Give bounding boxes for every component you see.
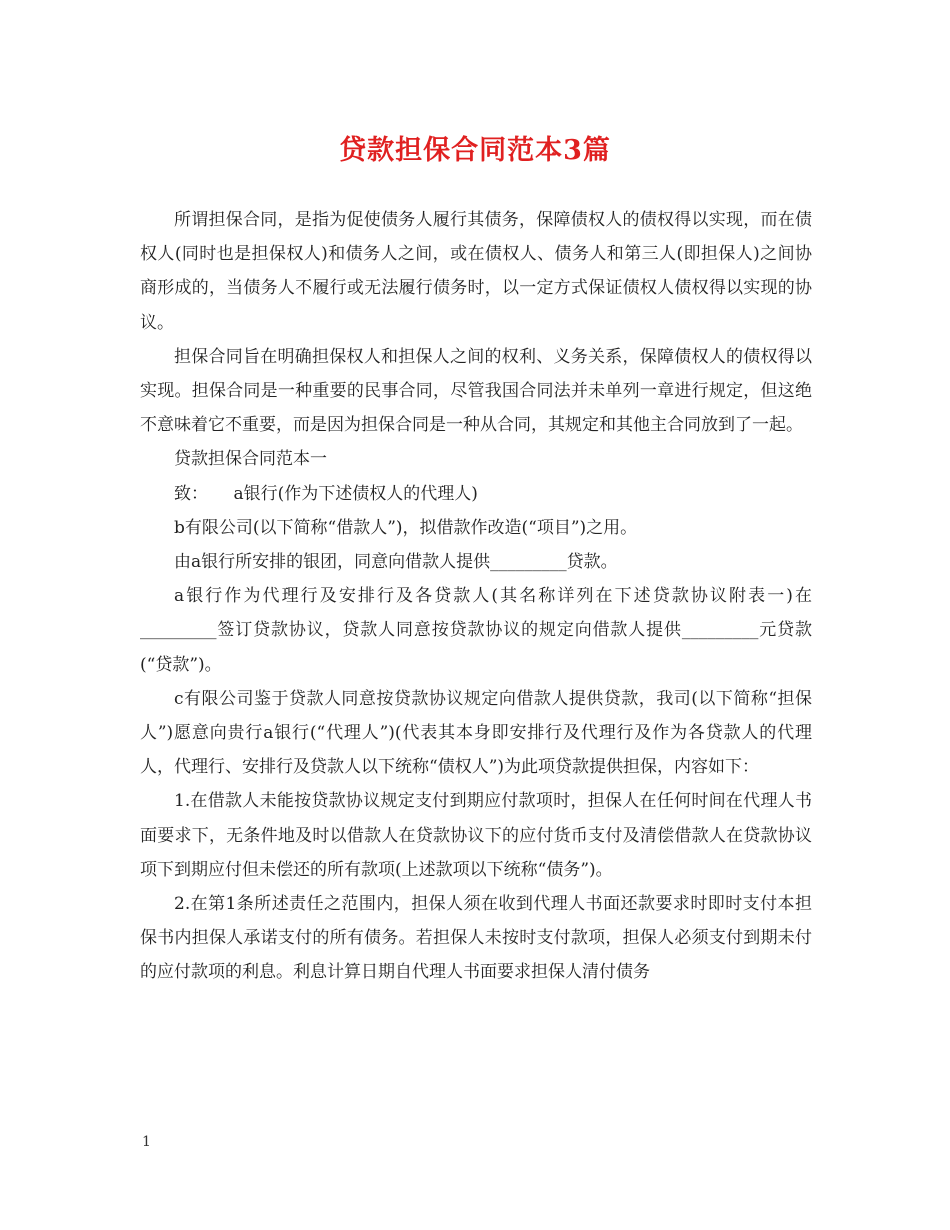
document-title: 贷款担保合同范本3篇 bbox=[339, 135, 611, 166]
paragraph: a银行作为代理行及安排行及各贷款人(其名称详列在下述贷款协议附表一)在_________签订贷款协议，贷款人同意按贷款协议的规定向借款人提供_________元贷款(“贷款”)。 bbox=[140, 586, 812, 675]
paragraph: 由a银行所安排的银团，同意向借款人提供_________贷款。 bbox=[174, 552, 618, 573]
clause-1: 1.在借款人未能按贷款协议规定支付到期应付款项时，担保人在任何时间在代理人书面要求下，无条件地及时以借款人在贷款协议下的应付货币支付及清偿借款人在贷款协议项下到期应付但未偿还的所有款项(上述款项以下统称“债务”)。 bbox=[140, 791, 812, 880]
clause-2: 2.在第1条所述责任之范围内，担保人须在收到代理人书面还款要求时即时支付本担保书内担保人承诺支付的所有债务。若担保人未按时支付款项，担保人必须支付到期未付的应付款项的利息。利息计算日期自代理人书面要求担保人清付债务 bbox=[140, 894, 812, 983]
paragraph: 担保合同旨在明确担保权人和担保人之间的权利、义务关系，保障债权人的债权得以实现。担保合同是一种重要的民事合同，尽管我国合同法并未单列一章进行规定，但这绝不意味着它不重要，而是因为担保合同是一种从合同，其规定和其他主合同放到了一起。 bbox=[140, 346, 812, 436]
paragraph: b有限公司(以下简称“借款人”)，拟借款作改造(“项目”)之用。 bbox=[174, 517, 638, 538]
page-number: 1 bbox=[142, 1134, 151, 1150]
paragraph: 所谓担保合同，是指为促使债务人履行其债务，保障债权人的债权得以实现，而在债权人(同时也是担保权人)和债务人之间，或在债权人、债务人和第三人(即担保人)之间协商形成的，当债务人不履行或无法履行债务时，以一定方式保证债权人债权得以实现的协议。 bbox=[140, 210, 812, 333]
section-heading: 贷款担保合同范本一 bbox=[174, 449, 327, 470]
document-body bbox=[140, 203, 812, 990]
paragraph: c有限公司鉴于贷款人同意按贷款协议规定向借款人提供贷款，我司(以下简称“担保人”)愿意向贵行a银行(“代理人”)(代表其本身即安排行及代理行及作为各贷款人的代理人，代理行、安排行及贷款人以下统称“债权人”)为此项贷款提供担保，内容如下： bbox=[140, 688, 812, 778]
paragraph: 致： a银行(作为下述债权人的代理人) bbox=[174, 483, 478, 504]
